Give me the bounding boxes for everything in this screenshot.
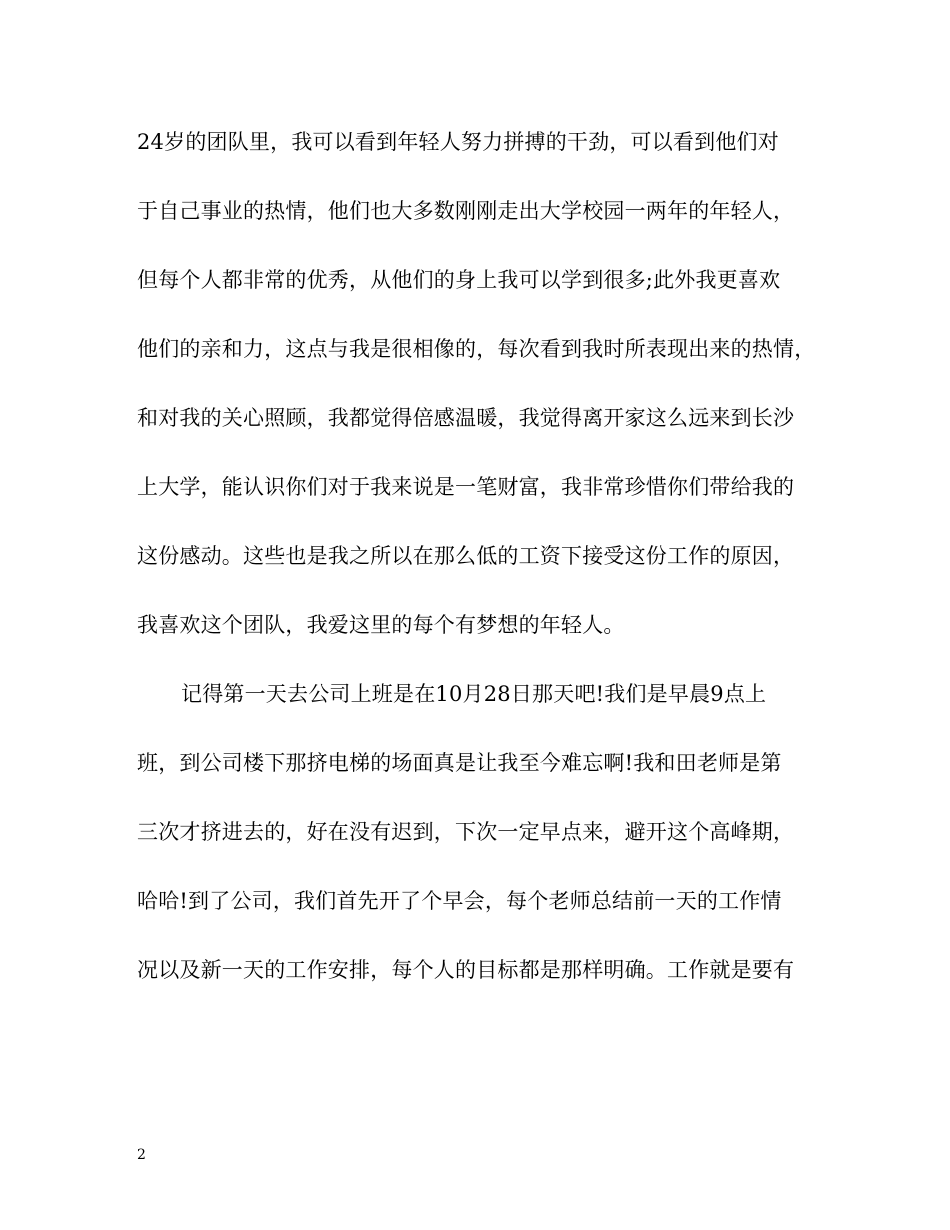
text-line: 这份感动。这些也是我之所以在那么低的工资下接受这份工作的原因， (137, 544, 795, 568)
page-number: 2 (137, 1147, 146, 1163)
text-line: 况以及新一天的工作安排，每个人的目标都是那样明确。工作就是要有 (137, 958, 795, 982)
paragraph-first-line: 记得第一天去公司上班是在10月28日那天吧!我们是早晨9点上 (181, 682, 767, 706)
text-line: 24岁的团队里，我可以看到年轻人努力拼搏的干劲，可以看到他们对 (137, 130, 779, 154)
text-line: 我喜欢这个团队，我爱这里的每个有梦想的年轻人。 (137, 613, 625, 637)
text-line: 和对我的关心照顾，我都觉得倍感温暖，我觉得离开家这么远来到长沙 (137, 406, 795, 430)
text-line: 三次才挤进去的，好在没有迟到，下次一定早点来，避开这个高峰期， (137, 820, 795, 844)
text-line: 但每个人都非常的优秀，从他们的身上我可以学到很多;此外我更喜欢 (137, 268, 781, 292)
text-line: 他们的亲和力，这点与我是很相像的，每次看到我时所表现出来的热情， (137, 337, 816, 361)
text-line: 班，到公司楼下那挤电梯的场面真是让我至今难忘啊!我和田老师是第 (137, 751, 782, 775)
text-line: 于自己事业的热情，他们也大多数刚刚走出大学校园一两年的年轻人， (137, 199, 795, 223)
text-line: 上大学，能认识你们对于我来说是一笔财富，我非常珍惜你们带给我的 (137, 475, 795, 499)
text-line: 哈哈!到了公司，我们首先开了个早会，每个老师总结前一天的工作情 (137, 889, 782, 913)
